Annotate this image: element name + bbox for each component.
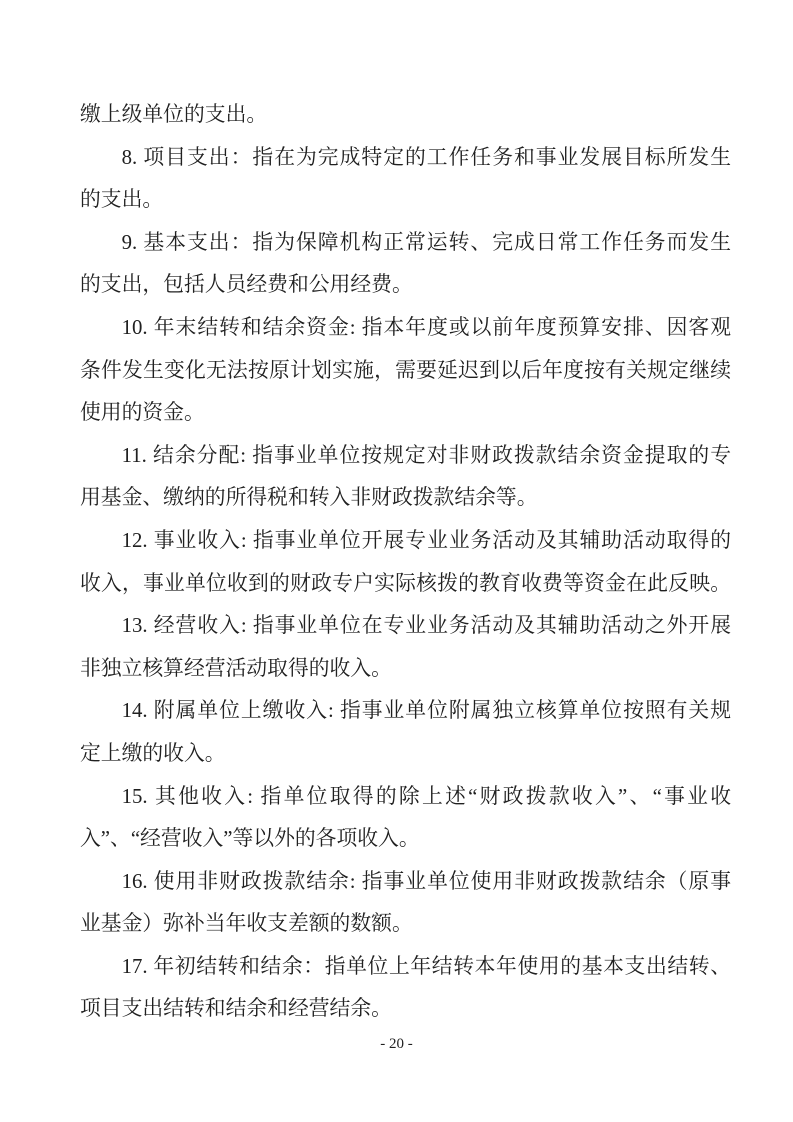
text-line: 入”、“经营收入”等以外的各项收入。 [80, 827, 420, 851]
text-line: 收入，事业单位收到的财政专户实际核拨的教育收费等资金在此反映。 [80, 571, 731, 595]
text-line: 11. 结余分配: 指事业单位按规定对非财政拨款结余资金提取的专 [121, 443, 731, 467]
text-line: 使用的资金。 [80, 401, 205, 425]
text-line: 条件发生变化无法按原计划实施，需要延迟到以后年度按有关规定继续 [80, 358, 731, 382]
document-body [80, 94, 731, 1031]
text-line: 8. 项目支出：指在为完成特定的工作任务和事业发展目标所发生 [121, 145, 731, 169]
text-line: 缴上级单位的支出。 [80, 103, 268, 126]
text-line: 12. 事业收入: 指事业单位开展专业业务活动及其辅助活动取得的 [121, 528, 731, 552]
text-line: 业基金）弥补当年收支差额的数额。 [80, 912, 413, 936]
text-line: 16. 使用非财政拨款结余: 指事业单位使用非财政拨款结余（原事 [121, 869, 731, 893]
text-line: 17. 年初结转和结余：指单位上年结转本年使用的基本支出结转、 [121, 954, 731, 978]
text-line: 10. 年末结转和结余资金: 指本年度或以前年度预算安排、因客观 [121, 315, 731, 339]
text-line: 定上缴的收入。 [80, 741, 226, 765]
text-line: 非独立核算经营活动取得的收入。 [80, 656, 392, 680]
text-line: 13. 经营收入: 指事业单位在专业业务活动及其辅助活动之外开展 [121, 614, 731, 638]
text-line: 14. 附属单位上缴收入: 指事业单位附属独立核算单位按照有关规 [121, 699, 731, 723]
text-line: 的支出，包括人员经费和公用经费。 [80, 273, 413, 297]
text-line: 的支出。 [80, 188, 164, 212]
text-line: 项目支出结转和结余和经营结余。 [80, 997, 392, 1021]
text-line: 9. 基本支出：指为保障机构正常运转、完成日常工作任务而发生 [121, 230, 731, 254]
text-line: 用基金、缴纳的所得税和转入非财政拨款结余等。 [80, 486, 538, 510]
text-line: 15. 其他收入: 指单位取得的除上述“财政拨款收入”、“事业收 [121, 784, 731, 808]
page-number: - 20 - [380, 1036, 413, 1052]
